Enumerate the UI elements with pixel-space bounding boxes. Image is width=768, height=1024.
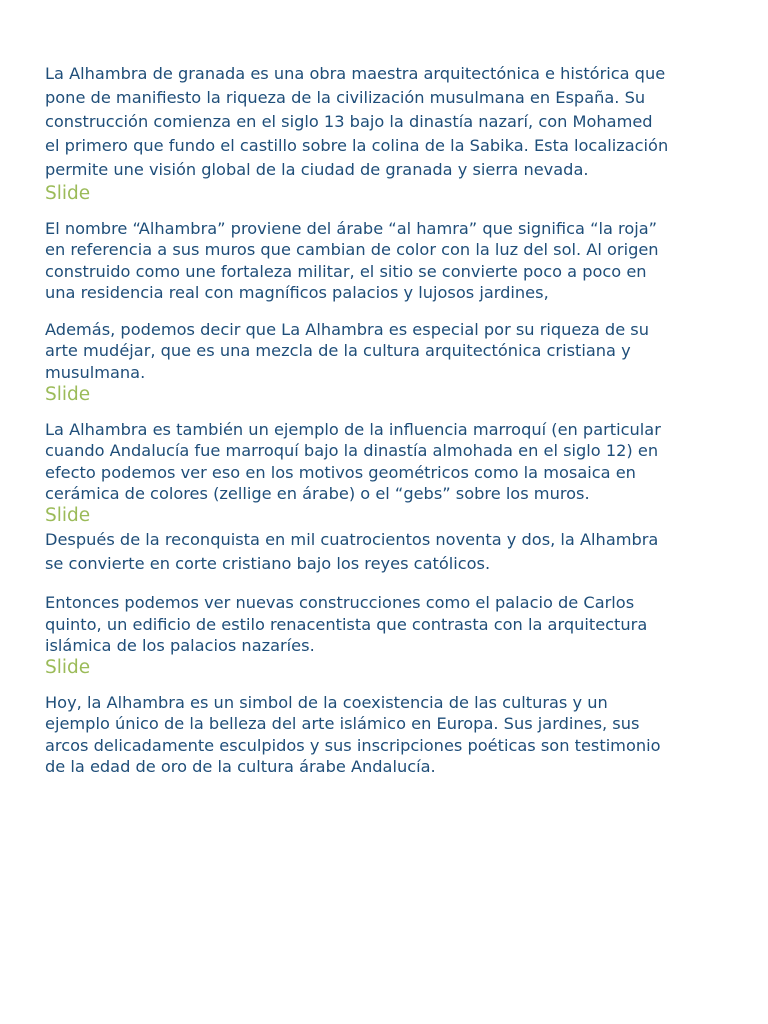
paragraph-intro: La Alhambra de granada es una obra maestra arquitectónica e histórica que pone de manifiesto la riqueza de la civilización musulmana en España. Su construcción comienza en el siglo 13 bajo la dinastía nazarí, con Mohamed el primero que fundo el castillo sobre la colina de la Sabika. Esta localización permite une visión global de la ciudad de granada y sierra nevada. (45, 64, 669, 179)
paragraph-mudejar-art: Además, podemos decir que La Alhambra es especial por su riqueza de su arte mudéjar, que es una mezcla de la cultura arquitectónica cristiana y musulmana. (45, 320, 649, 382)
paragraph-today: Hoy, la Alhambra es un simbol de la coexistencia de las culturas y un ejemplo único de la belleza del arte islámico en Europa. Sus jardines, sus arcos delicadamente esculpidos y sus inscripciones poéticas son testimonio de la edad de oro de la cultura árabe Andalucía. (45, 693, 661, 777)
paragraph-new-constructions: Entonces podemos ver nuevas construcciones como el palacio de Carlos quinto, un edificio de estilo renacentista que contrasta con la arquitectura islámica de los palacios nazaríes. (45, 593, 648, 655)
slide-marker-2: Slide (45, 384, 91, 406)
paragraph-reconquest: Después de la reconquista en mil cuatrocientos noventa y dos, la Alhambra se convierte en corte cristiano bajo los reyes católicos. (45, 530, 659, 574)
slide-marker-1: Slide (45, 183, 91, 204)
paragraph-name-origin: El nombre “Alhambra” proviene del árabe “al hamra” que significa “la roja” en referencia a sus muros que cambian de color con la luz del sol. Al origen construido como une fortaleza militar, el sitio se convierte poco a poco en una residencia real con magníficos palacios y lujosos jardines, (45, 219, 659, 302)
slide-marker-3: Slide (45, 505, 91, 527)
slide-marker-4: Slide (45, 657, 91, 679)
paragraph-moroccan-influence: La Alhambra es también un ejemplo de la influencia marroquí (en particular cuando Andalucía fue marroquí bajo la dinastía almohada en el siglo 12) en efecto podemos ver eso en los motivos geométricos como la mosaica en cerámica de colores (zellige en árabe) o el “gebs” sobre los muros. (45, 420, 661, 503)
document-page (45, 62, 735, 777)
